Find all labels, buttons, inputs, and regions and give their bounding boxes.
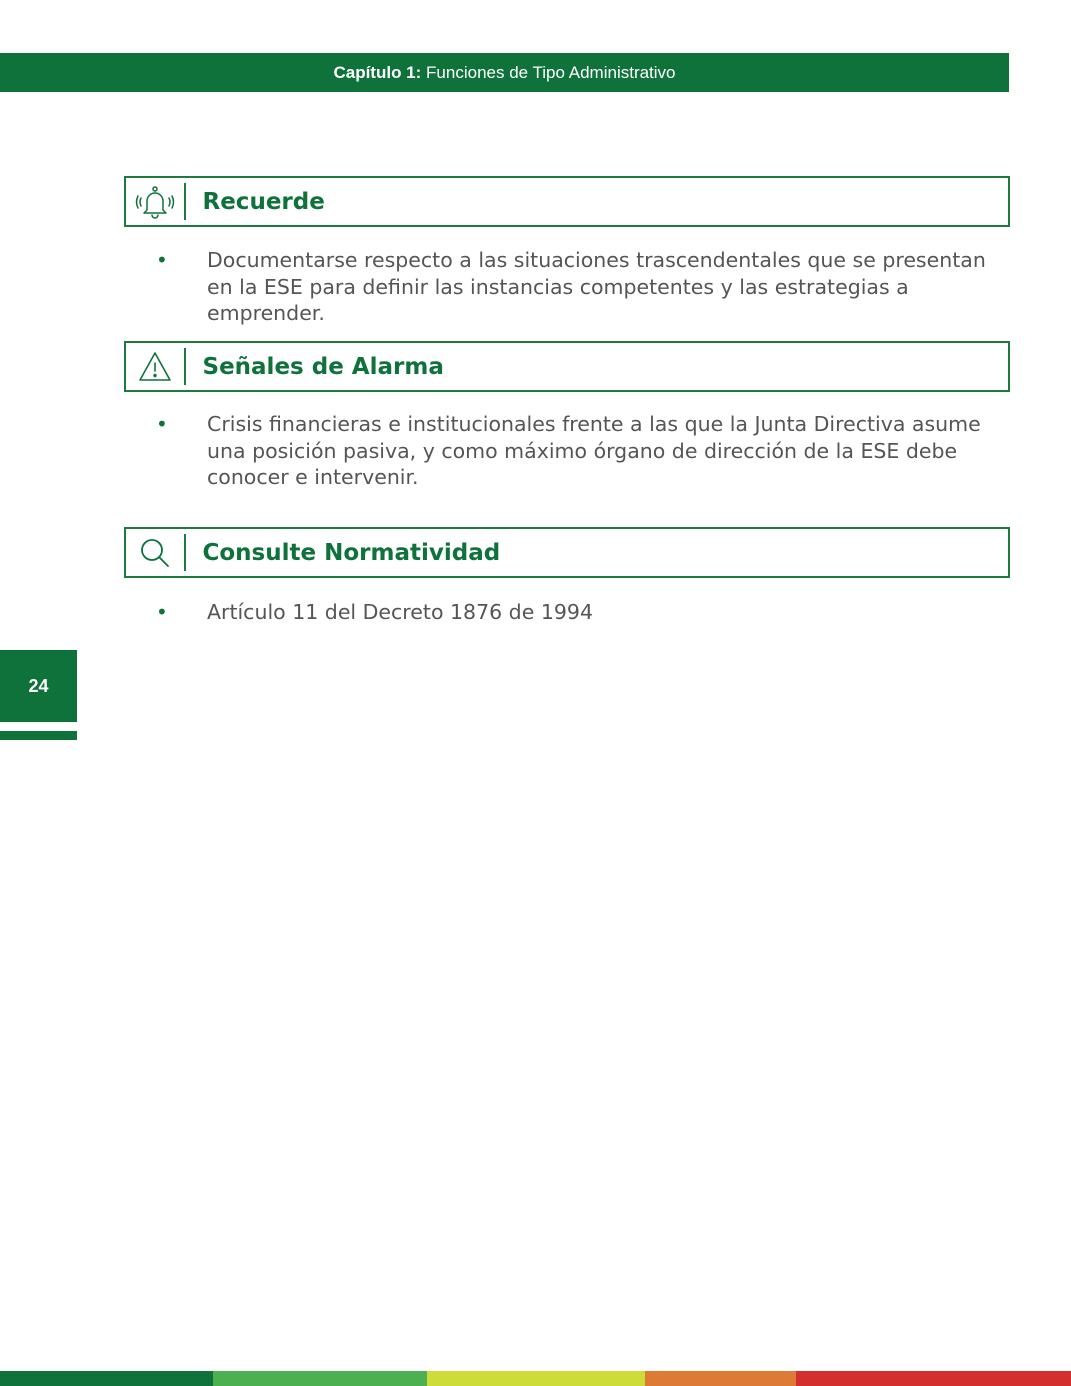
recuerde-box: [124, 176, 1010, 227]
divider: [184, 534, 186, 571]
divider: [184, 348, 186, 385]
consulte-normatividad-box: [124, 527, 1010, 578]
list-item: [156, 411, 1006, 491]
section-title-recuerde: Recuerde: [202, 188, 325, 215]
footer-color-stripe: [0, 1371, 1071, 1386]
list-item: [156, 247, 1006, 327]
section-title-senales-de-alarma: Señales de Alarma: [202, 353, 444, 380]
footer-segment-green: [213, 1371, 427, 1386]
footer-segment-red: [796, 1371, 1071, 1386]
page-tab-underline: [0, 731, 77, 740]
senales-de-alarma-box: [124, 341, 1010, 392]
list-item: [156, 599, 1006, 626]
chapter-title: Funciones de Tipo Administrativo: [426, 62, 676, 82]
section-title-consulte-normatividad: Consulte Normatividad: [202, 539, 501, 566]
chapter-label: Capítulo 1:: [333, 62, 422, 82]
footer-segment-orange: [645, 1371, 796, 1386]
bell-icon: [126, 178, 184, 225]
search-icon: [126, 529, 184, 576]
divider: [184, 183, 186, 220]
footer-segment-dark-green: [0, 1371, 213, 1386]
warning-icon: [126, 343, 184, 390]
list-item-text: Artículo 11 del Decreto 1876 de 1994: [207, 600, 593, 624]
bullet: •: [156, 412, 168, 436]
bullet: •: [156, 248, 168, 272]
bullet: •: [156, 600, 168, 624]
chapter-header-bar: [0, 53, 1009, 92]
page-number: 24: [0, 650, 77, 722]
footer-segment-lime: [427, 1371, 645, 1386]
list-item-text: Documentarse respecto a las situaciones trascendentales que se presentan en la ESE para definir las instancias competentes y las estrategias a emprender.: [207, 248, 986, 325]
list-item-text: Crisis financieras e institucionales frente a las que la Junta Directiva asume una posición pasiva, y como máximo órgano de dirección de la ESE debe conocer e intervenir.: [207, 412, 981, 489]
